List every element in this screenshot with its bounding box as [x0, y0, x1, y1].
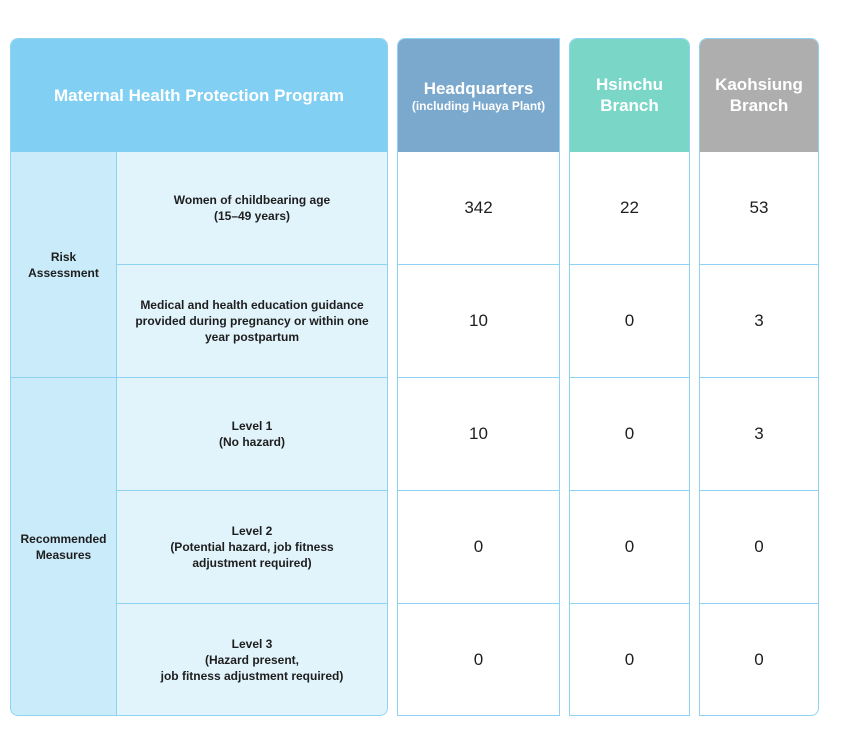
row-item-line: Level 2	[231, 524, 273, 538]
cell-value: 10	[469, 311, 488, 330]
row-item-line: year postpartum	[204, 330, 300, 344]
kaohsiung-title-line2: Branch	[729, 96, 789, 115]
cell-value: 0	[624, 649, 635, 669]
row-item-line: Level 3	[231, 636, 273, 651]
category-recommended-measures	[11, 378, 117, 715]
cell-value: 0	[473, 537, 484, 556]
row-item-line: (Potential hazard, job fitness	[170, 540, 334, 554]
cell-value: 0	[473, 649, 484, 669]
category-risk-line1: Risk	[50, 249, 77, 264]
row-item-line: (No hazard)	[219, 435, 285, 449]
cell-value: 0	[754, 537, 764, 556]
program-items-block	[10, 38, 388, 716]
headquarters-subtitle: (including Huaya Plant)	[411, 98, 546, 113]
row-item-health-education	[117, 265, 387, 377]
row-item-line: Medical and health education guidance	[140, 298, 364, 312]
cell-value: 0	[754, 649, 764, 669]
cell-value: 0	[624, 311, 635, 330]
row-item-level-1	[117, 378, 387, 490]
category-risk-line2: Assessment	[28, 265, 99, 280]
hsinchu-title-line2: Branch	[600, 96, 659, 115]
row-item-level-3	[117, 604, 387, 715]
category-measures-line1: Recommended	[20, 531, 107, 546]
cell-value: 22	[620, 198, 639, 217]
row-item-line: job fitness adjustment required)	[160, 668, 344, 683]
row-item-line: provided during pregnancy or within one	[135, 314, 369, 328]
row-item-line: (Hazard present,	[204, 652, 299, 667]
row-item-line: Women of childbearing age	[173, 193, 331, 207]
category-measures-line2: Measures	[35, 547, 92, 562]
column-hsinchu-branch	[569, 38, 690, 716]
cell-value: 3	[754, 311, 764, 330]
kaohsiung-title-line1: Kaohsiung	[715, 75, 803, 94]
row-item-women-childbearing	[117, 152, 387, 264]
cell-value: 3	[754, 424, 764, 443]
row-item-line: (15–49 years)	[213, 209, 291, 223]
column-header-headquarters	[397, 38, 560, 152]
headquarters-title: Headquarters	[423, 78, 534, 98]
row-item-line: Level 1	[231, 419, 273, 433]
cell-value: 10	[469, 424, 488, 443]
column-headquarters	[397, 38, 560, 716]
row-item-line: adjustment required)	[192, 556, 312, 570]
cell-value: 0	[624, 424, 635, 443]
column-header-hsinchu	[569, 38, 690, 152]
hsinchu-title-line1: Hsinchu	[595, 75, 664, 94]
program-title: Maternal Health Protection Program	[11, 39, 387, 152]
column-kaohsiung-branch	[699, 38, 819, 716]
column-header-kaohsiung	[699, 38, 819, 152]
cell-value: 53	[749, 198, 769, 217]
row-item-level-2	[117, 491, 387, 603]
category-risk-assessment	[11, 152, 117, 377]
cell-value: 0	[624, 537, 635, 556]
cell-value: 342	[464, 198, 493, 217]
